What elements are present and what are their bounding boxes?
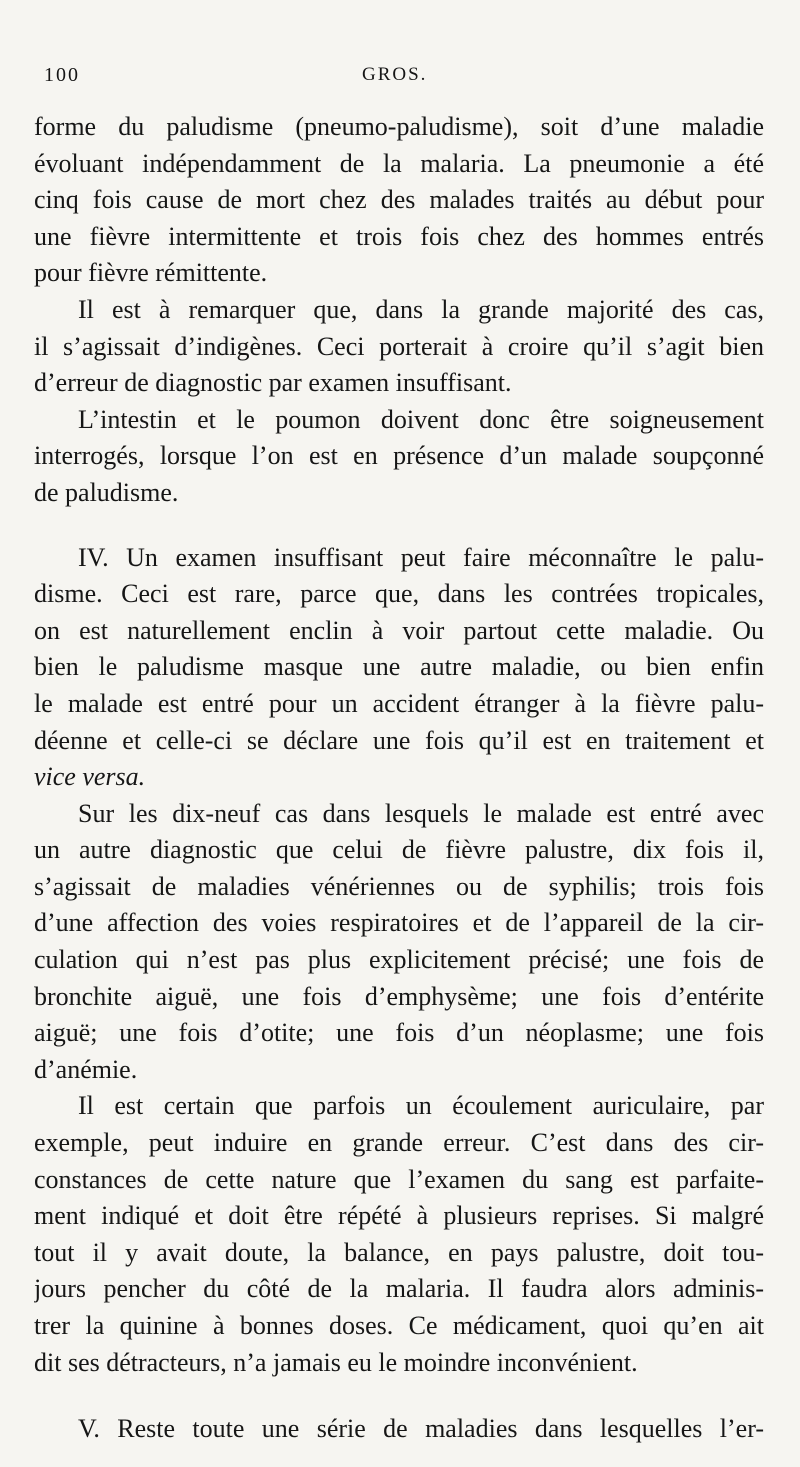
paragraph-continuation xyxy=(34,109,764,292)
page-number: 100 xyxy=(44,64,80,86)
text-line: d’une affection des voies respiratoires et de l’appareil de la cir- xyxy=(34,908,764,938)
text-line: une fièvre intermittente et trois fois chez des hommes entrés xyxy=(34,221,764,251)
paragraph xyxy=(34,1088,764,1381)
text-line: constances de cette nature que l’examen du sang est parfaite- xyxy=(34,1164,764,1194)
text-line: Il est certain que parfois un écoulement auriculaire, par xyxy=(78,1091,764,1121)
running-title: GROS. xyxy=(362,64,428,85)
text-line: interrogés, lorsque l’on est en présence d’un malade soupçonné xyxy=(34,441,764,471)
text-line: jours pencher du côté de la malaria. Il faudra alors adminis- xyxy=(34,1274,764,1304)
text-line: on est naturellement enclin à voir partout cette maladie. Ou xyxy=(34,615,764,645)
text-line: disme. Ceci est rare, parce que, dans les contrées tropicales, xyxy=(34,579,764,609)
text-line: L’intestin et le poumon doivent donc être soigneusement xyxy=(78,404,764,434)
section-v xyxy=(34,1411,764,1448)
text-line: le malade est entré pour un accident étranger à la fièvre palu- xyxy=(34,688,764,718)
text-line: cinq fois cause de mort chez des malades traités au début pour xyxy=(34,185,764,215)
paragraph xyxy=(34,796,764,1089)
paragraph xyxy=(34,292,764,402)
text-line: Sur les dix-neuf cas dans lesquels le malade est entré avec xyxy=(78,798,764,828)
text-line: aiguë; une fois d’otite; une fois d’un néoplasme; une fois xyxy=(34,1018,764,1048)
text-line: un autre diagnostic que celui de fièvre palustre, dix fois il, xyxy=(34,835,764,865)
text-line: culation qui n’est pas plus explicitement précisé; une fois de xyxy=(34,945,764,975)
text-line: trer la quinine à bonnes doses. Ce médicament, quoi qu’en ait xyxy=(34,1311,764,1340)
body-text xyxy=(34,109,764,1448)
text-line: ment indiqué et doit être répété à plusieurs reprises. Si malgré xyxy=(34,1201,764,1231)
text-line: tout il y avait doute, la balance, en pays palustre, doit tou- xyxy=(34,1237,764,1267)
section-gap xyxy=(34,512,764,540)
text-line: forme du paludisme (pneumo-paludisme), soit d’une maladie xyxy=(34,112,764,141)
text-line: Il est à remarquer que, dans la grande majorité des cas, xyxy=(78,294,764,324)
text-line: évoluant indépendamment de la malaria. La pneumonie a été xyxy=(34,148,764,178)
text-line: de paludisme. xyxy=(34,477,179,507)
text-line: IV. Un examen insuffisant peut faire méconnaître le palu- xyxy=(78,542,764,572)
text-line: déenne et celle-ci se déclare une fois qu’il est en traitement et xyxy=(34,725,764,755)
text-line: exemple, peut induire en grande erreur. C’est dans des cir- xyxy=(34,1128,764,1158)
section-gap xyxy=(34,1381,764,1411)
text-line: dit ses détracteurs, n’a jamais eu le moindre inconvénient. xyxy=(34,1347,638,1377)
text-line: bronchite aiguë, une fois d’emphysème; une fois d’entérite xyxy=(34,981,764,1011)
text-line: s’agissait de maladies vénériennes ou de syphilis; trois fois xyxy=(34,871,764,901)
text-line: pour fièvre rémittente. xyxy=(34,258,268,288)
text-line: d’anémie. xyxy=(34,1054,138,1084)
text-line: V. Reste toute une série de maladies dans lesquelles l’er- xyxy=(78,1414,764,1444)
text-line: vice versa. xyxy=(34,762,146,792)
text-line: bien le paludisme masque une autre maladie, ou bien enfin xyxy=(34,652,764,682)
paragraph xyxy=(34,402,764,512)
text-line: il s’agissait d’indigènes. Ceci porterait à croire qu’il s’agit bien xyxy=(34,331,764,361)
section-iv xyxy=(34,540,764,796)
page-header xyxy=(44,64,764,94)
text-line: d’erreur de diagnostic par examen insuffisant. xyxy=(34,368,512,398)
